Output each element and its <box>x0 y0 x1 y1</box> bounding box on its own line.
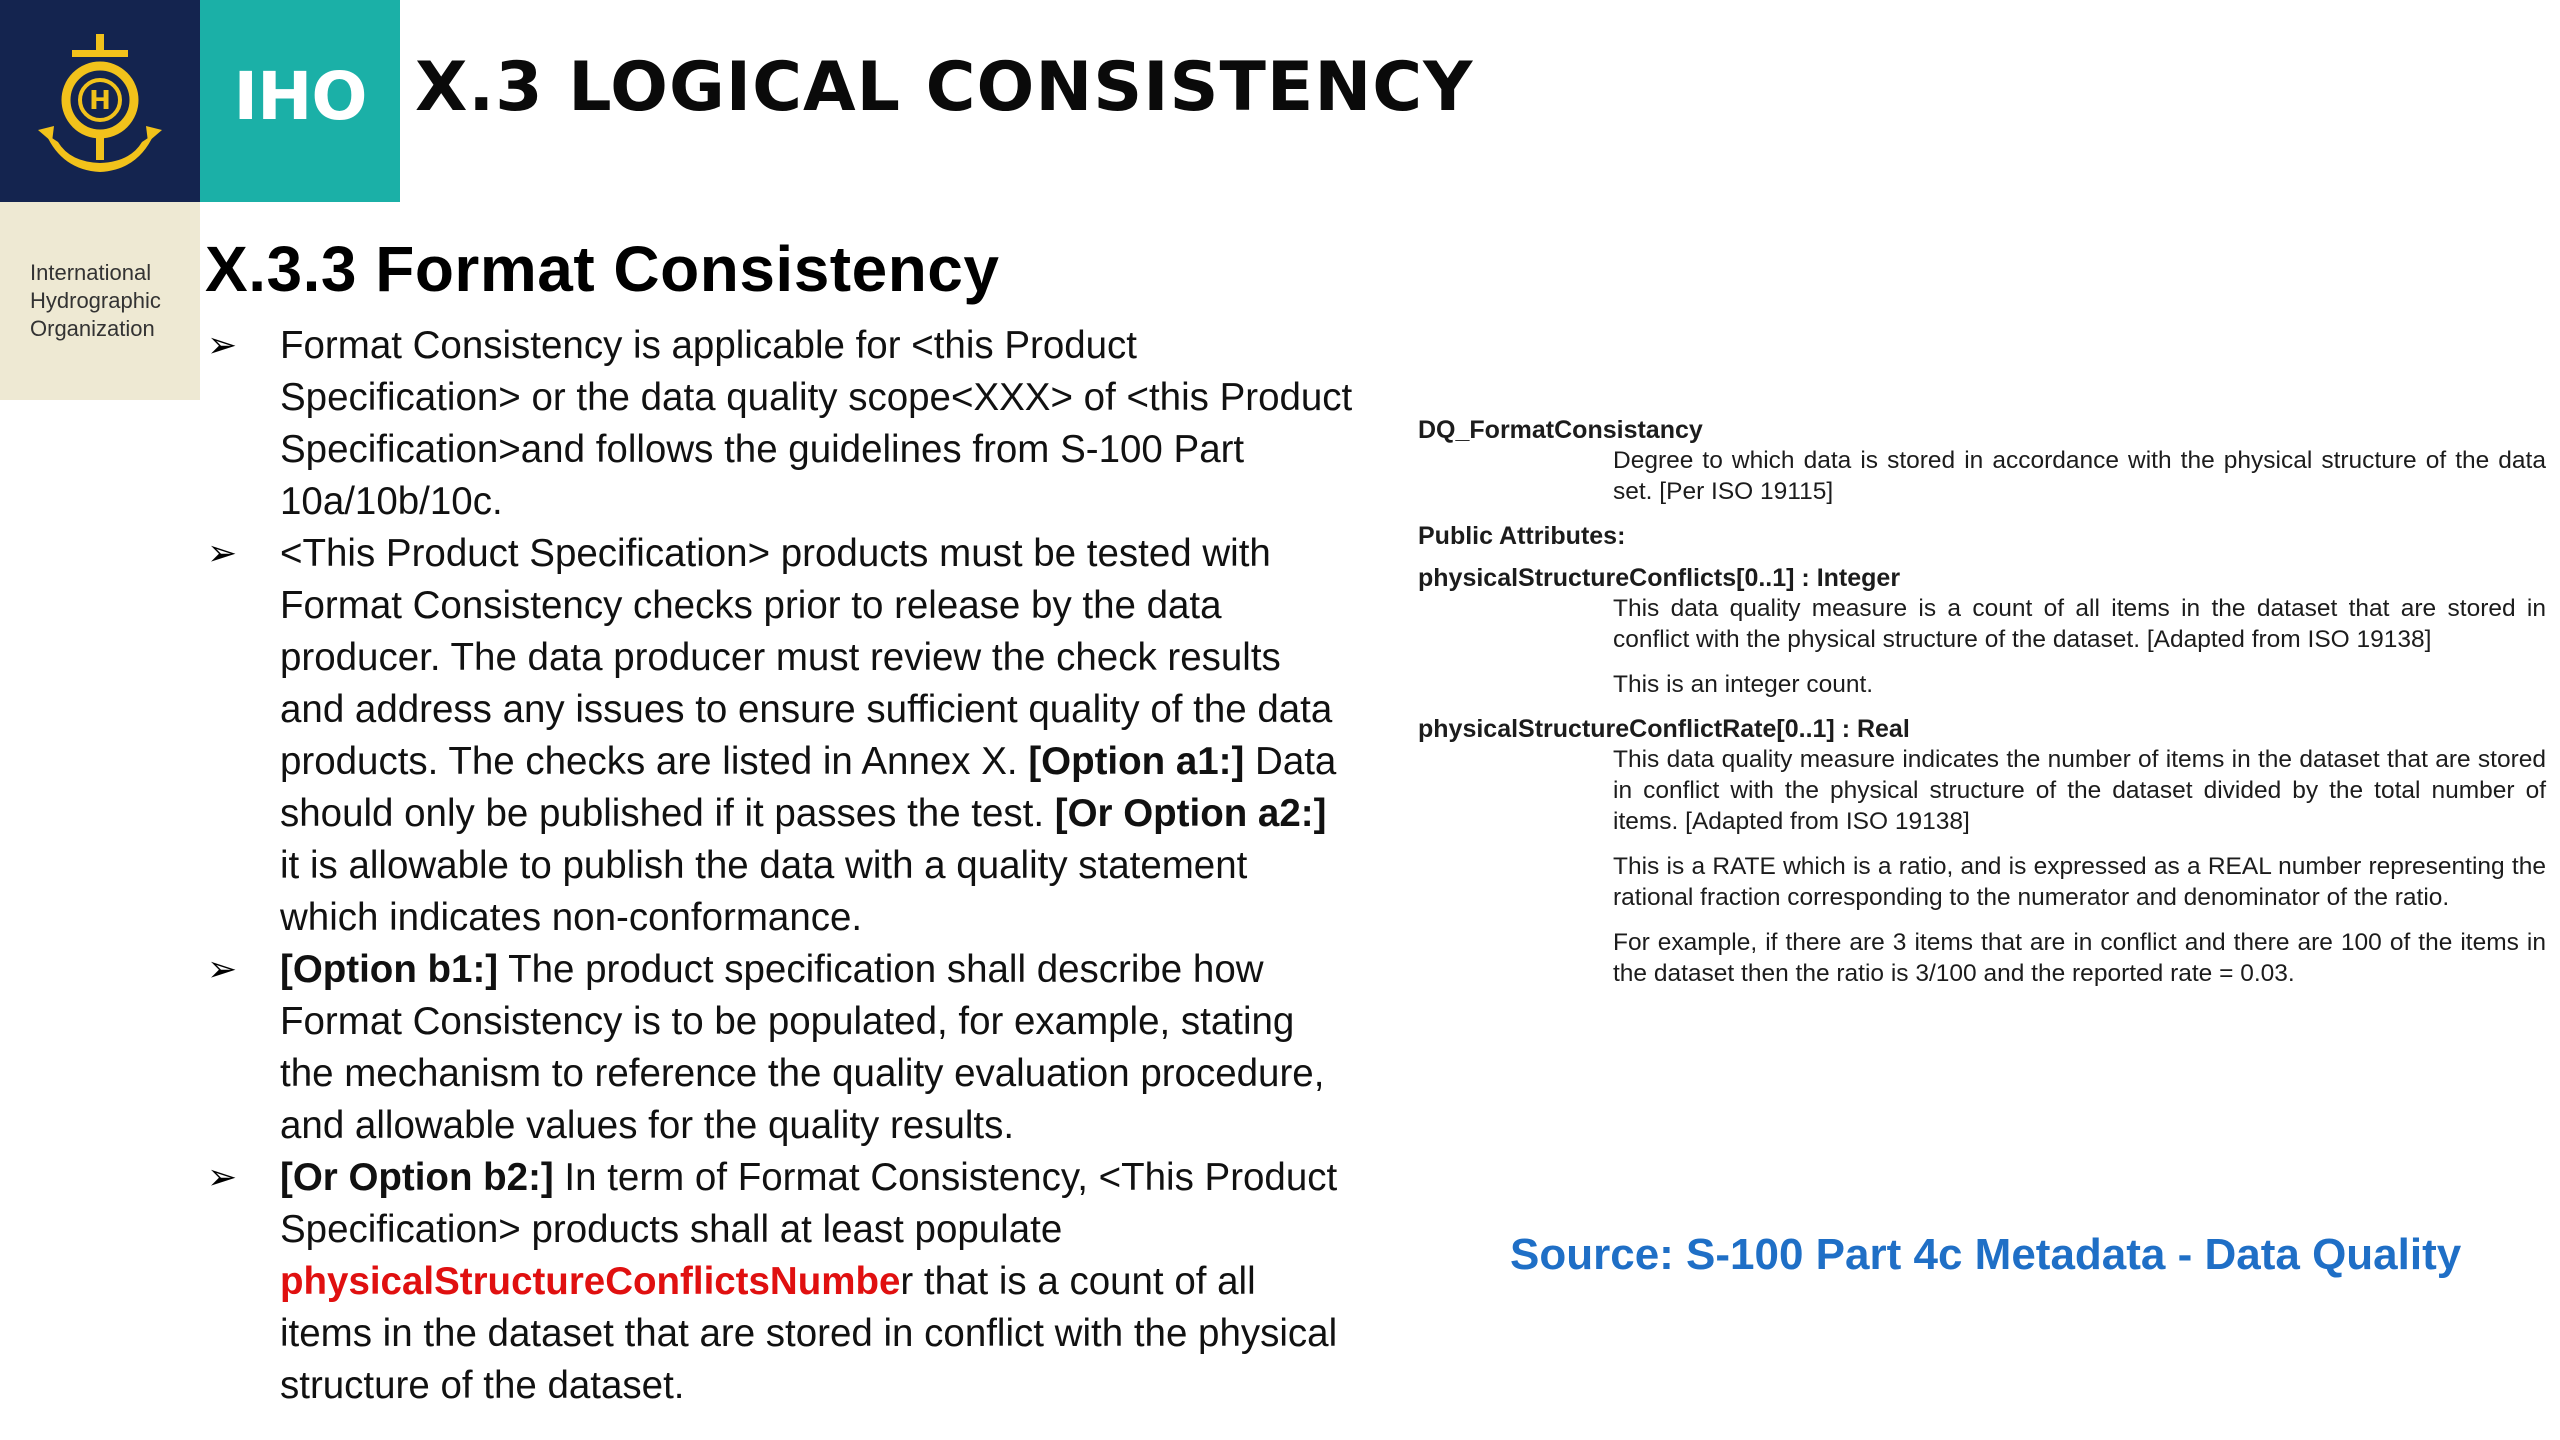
org-name-line-3: Organization <box>30 316 155 341</box>
bullet-item <box>205 1152 1355 1412</box>
bullet-item <box>205 528 1355 944</box>
bullet-text: The product specification shall describe how Format Consistency is to be populated, for example, stating the mechanism to reference the quality evaluation procedure, and allowable values for the quality results. <box>280 948 1325 1147</box>
uml-attribute-name: physicalStructureConflicts[0..1] : Integer <box>1418 564 1901 592</box>
brand-panel <box>200 0 400 202</box>
brand-label: IHO <box>233 58 367 135</box>
slide-header-title: X.3 LOGICAL CONSISTENCY <box>415 48 1474 127</box>
option-label: [Option b1:] <box>280 948 499 991</box>
bullet-text: Data should only be published if it passes the test. <box>280 740 1337 835</box>
arrow-bullet-icon: ➢ <box>207 533 238 574</box>
section-title: X.3.3 Format Consistency <box>205 233 1000 305</box>
source-citation: Source: S-100 Part 4c Metadata - Data Quality <box>1510 1230 2462 1279</box>
svg-text:H: H <box>89 86 111 116</box>
uml-attribute-description: This data quality measure is a count of all items in the dataset that are stored in conflict with the physical structure of the dataset. [Adapted from ISO 19138] <box>1613 595 2546 653</box>
logo-panel <box>0 0 200 202</box>
uml-attribute-name: physicalStructureConflictRate[0..1] : Real <box>1418 715 1910 743</box>
uml-class-description: Degree to which data is stored in accordance with the physical structure of the data set. [Per ISO 19115] <box>1613 447 2546 505</box>
bullet-list <box>205 320 1355 1412</box>
uml-attribute-description: This is an integer count. <box>1613 671 1874 698</box>
uml-public-attributes-heading: Public Attributes: <box>1418 522 1626 550</box>
uml-attribute-description: This data quality measure indicates the number of items in the dataset that are stored in conflict with the physical structure of the dataset divided by the total number of items. [Adapted from ISO 19138] <box>1613 746 2546 835</box>
uml-attribute-description: For example, if there are 3 items that are in conflict and there are 100 of the items in the dataset then the ratio is 3/100 and the reported rate = 0.03. <box>1613 929 2546 987</box>
arrow-bullet-icon: ➢ <box>207 1157 238 1198</box>
bullet-text: Format Consistency is applicable for <this Product Specification> or the data quality scope<XXX> of <this Product Specification>and follows the guidelines from S-100 Part 10a/10b/10c. <box>280 324 1353 523</box>
option-label: [Or Option b2:] <box>280 1156 554 1199</box>
bullet-text: <This Product Specification> products must be tested with Format Consistency checks prior to release by the data producer. The data producer must review the check results and address any issues to ensure sufficient quality of the data products. The checks are listed in Annex X. <box>280 532 1333 783</box>
org-name-line-1: International <box>30 260 152 285</box>
bullet-item <box>205 320 1355 528</box>
arrow-bullet-icon: ➢ <box>207 325 238 366</box>
organization-panel <box>0 202 200 400</box>
arrow-bullet-icon: ➢ <box>207 949 238 990</box>
bullet-text: r that is a count of all items in the dataset that are stored in conflict with the physical structure of the dataset. <box>280 1260 1338 1407</box>
bullet-text: it is allowable to publish the data with a quality statement which indicates non-conformance. <box>280 844 1248 939</box>
bullet-item <box>205 944 1355 1152</box>
option-label: [Or Option a2:] <box>1054 792 1327 835</box>
org-name-line-2: Hydrographic <box>30 288 161 313</box>
uml-class-name: DQ_FormatConsistancy <box>1418 416 1703 444</box>
option-label: [Option a1:] <box>1028 740 1245 783</box>
bullet-text: In term of Format Consistency, <This Product Specification> products shall at least populate <box>280 1156 1338 1251</box>
uml-attribute-description: This is a RATE which is a ratio, and is expressed as a REAL number representing the rational fraction corresponding to the numerator and denominator of the ratio. <box>1613 853 2546 911</box>
uml-class-excerpt <box>1418 415 2546 989</box>
iho-anchor-emblem-icon <box>32 30 168 180</box>
highlighted-attribute-name: physicalStructureConflictsNumbe <box>280 1260 901 1303</box>
